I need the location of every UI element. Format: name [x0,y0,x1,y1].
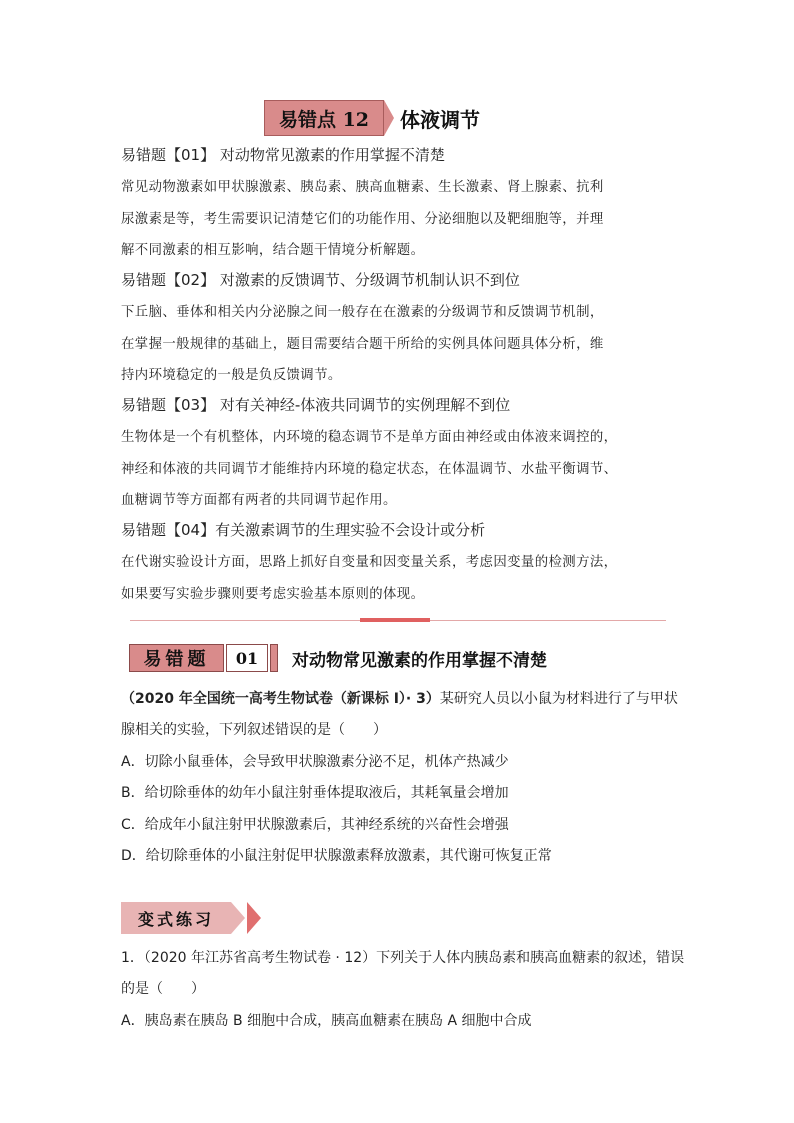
practice-question-1-cont: 的是（ ） [121,981,205,997]
intro-line: 如果要写实验步骤则要考虑实验基本原则的体现。 [121,587,425,602]
option-a: A．切除小鼠垂体，会导致甲状腺激素分泌不足，机体产热减少 [121,754,509,770]
divider-accent [360,618,430,622]
intro-line: 尿激素是等，考生需要识记清楚它们的功能作用、分泌细胞以及靶细胞等，并理 [121,212,604,227]
intro-line: 下丘脑、垂体和相关内分泌腺之间一般存在在激素的分级调节和反馈调节机制， [121,305,604,320]
chevron-right-icon [247,902,261,934]
practice-label: 变式练习 [121,902,231,934]
intro-line: 常见动物激素如甲状腺激素、胰岛素、胰高血糖素、生长激素、肾上腺素、抗利 [121,180,604,195]
intro-line: 持内环境稳定的一般是负反馈调节。 [121,368,342,383]
section-bar-decoration [270,644,278,672]
page-title: 体液调节 [400,107,480,132]
intro-heading-04: 易错题【04】有关激素调节的生理实验不会设计或分析 [121,521,486,539]
intro-heading-01: 易错题【01】 对动物常见激素的作用掌握不清楚 [121,146,445,164]
intro-line: 血糖调节等方面都有两者的共同调节起作用。 [121,493,397,508]
title-arrow-icon [384,100,394,136]
option-c: C．给成年小鼠注射甲状腺激素后，其神经系统的兴奋性会增强 [121,817,509,833]
section-label: 易错题 [129,644,224,672]
intro-line: 在掌握一般规律的基础上，题目需要结合题干所给的实例具体问题具体分析，维 [121,337,604,352]
chevron-right-icon [231,902,245,934]
intro-heading-03: 易错题【03】 对有关神经-体液共同调节的实例理解不到位 [121,396,511,414]
question-stem-cont: 腺相关的实验，下列叙述错误的是（ ） [121,722,387,738]
intro-line: 神经和体液的共同调节才能维持内环境的稳定状态，在体温调节、水盐平衡调节、 [121,462,618,477]
intro-heading-02: 易错题【02】 对激素的反馈调节、分级调节机制认识不到位 [121,271,520,289]
question-stem [121,688,678,708]
practice-question-1: 1．（2020 年江苏省高考生物试卷 · 12）下列关于人体内胰岛素和胰高血糖素的叙述，错误 [121,950,685,966]
title-banner [264,100,480,136]
practice-banner [121,902,261,934]
question-source: （2020 年全国统一高考生物试卷（新课标 I）· 3） [121,691,440,707]
intro-line: 在代谢实验设计方面，思路上抓好自变量和因变量关系，考虑因变量的检测方法， [121,555,618,570]
option-b: B．给切除垂体的幼年小鼠注射垂体提取液后，其耗氧量会增加 [121,785,509,801]
section-title: 对动物常见激素的作用掌握不清楚 [292,650,547,671]
intro-line: 生物体是一个有机整体，内环境的稳态调节不是单方面由神经或由体液来调控的， [121,430,618,445]
intro-line: 解不同激素的相互影响，结合题干情境分析解题。 [121,243,425,258]
question-stem-text: 某研究人员以小鼠为材料进行了与甲状 [439,691,678,707]
option-d: D．给切除垂体的小鼠注射促甲状腺激素释放激素，其代谢可恢复正常 [121,848,552,864]
section-number: 01 [226,644,268,672]
section-header-01 [129,643,547,673]
practice-option-a: A．胰岛素在胰岛 B 细胞中合成，胰高血糖素在胰岛 A 细胞中合成 [121,1013,532,1029]
title-label: 易错点 12 [264,100,384,136]
